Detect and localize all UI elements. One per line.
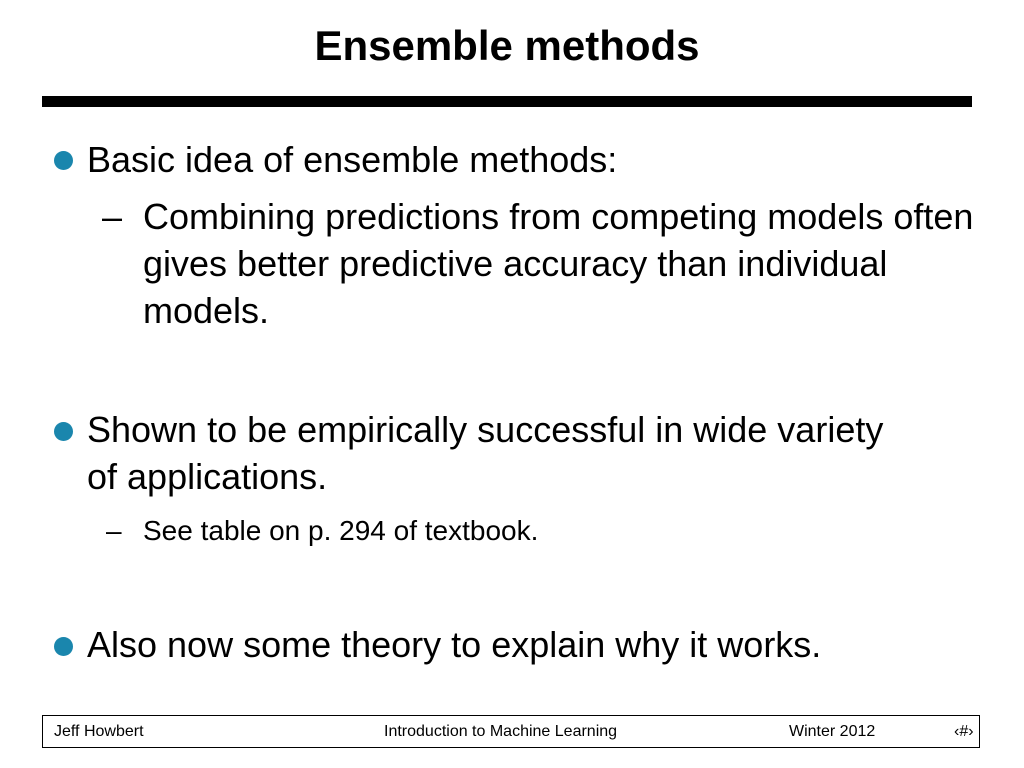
slide-title: Ensemble methods <box>314 22 700 69</box>
bullet-text: Basic idea of ensemble methods: <box>87 139 618 180</box>
bullet-text: Shown to be empirically successful in wide variety of applications. <box>87 409 884 497</box>
footer-page-number: ‹#› <box>954 723 974 740</box>
slide-footer <box>42 715 980 748</box>
sub-bullet-text: See table on p. 294 of textbook. <box>143 515 539 546</box>
title-divider <box>42 96 972 107</box>
bullet-dot-icon <box>54 637 73 656</box>
bullet-dot-icon <box>54 422 73 441</box>
sub-bullet-dash: – <box>102 196 123 237</box>
bullet-text: Also now some theory to explain why it works. <box>87 624 822 665</box>
footer-term: Winter 2012 <box>789 723 876 740</box>
sub-bullet-dash: – <box>106 515 122 546</box>
sub-bullet-text: Combining predictions from competing models often gives better predictive accuracy than individual models. <box>143 196 974 331</box>
footer-course: Introduction to Machine Learning <box>384 723 618 740</box>
bullet-dot-icon <box>54 151 73 170</box>
footer-author: Jeff Howbert <box>54 723 144 740</box>
